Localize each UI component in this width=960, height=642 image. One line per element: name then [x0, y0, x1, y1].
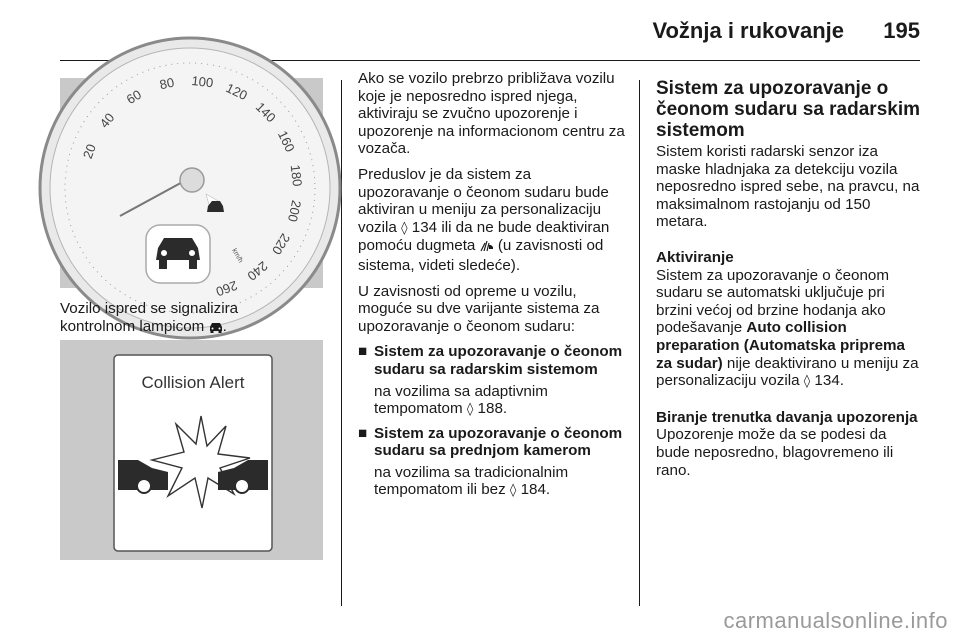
gauge-label: 220	[269, 230, 294, 258]
collision-alert-figure	[60, 340, 323, 560]
bullet-ref: 188.	[477, 400, 508, 418]
page-ref-icon: ◊	[803, 374, 811, 390]
caption-text: kontrolnom lampicom	[60, 317, 205, 335]
p2-ref: 134.	[814, 372, 844, 390]
p2-text-a: Sistem za upozoravanje o čeonom sudaru se automatski uključuje pri brzini većoj od brzine hodanja ako podešavanje	[656, 266, 890, 337]
right-paragraph-1: Sistem koristi radarski senzor iza maske hladnjaka za detekciju vozila neposredno ispred sebe, na pravcu, na maksimalnom rastojanju od 150 metara.	[656, 143, 920, 231]
right-paragraph-3: Upozorenje može da se podesi da bude neposredno, blagovremeno ili rano.	[656, 426, 894, 479]
list-item-text	[374, 383, 626, 419]
figure-caption	[60, 300, 330, 337]
list-item-title: Sistem za upozoravanje o čeonom sudaru sa prednjom kamerom	[374, 424, 623, 460]
speedometer-illustration	[60, 72, 323, 300]
gauge-unit-label: km/h	[230, 247, 244, 265]
collision-alert-button-icon	[480, 239, 494, 257]
speedometer-figure	[60, 72, 323, 300]
section-title: Vožnja i rukovanje	[652, 18, 844, 43]
caption-period: .	[222, 317, 227, 335]
column-divider-left	[341, 80, 342, 606]
bullet-text: na vozilima sa adaptivnim tempomatom	[374, 382, 548, 418]
middle-column	[358, 70, 626, 506]
right-column	[656, 78, 924, 487]
middle-paragraph-2	[358, 166, 626, 275]
gauge-label: 80	[158, 74, 176, 93]
p2-text-b: ili da ne bude deaktiviran pomoću dugmeta	[358, 218, 610, 255]
p2-text-b: nije deaktivirano u meniju za personalizaciju vozila	[656, 354, 919, 390]
page-ref-icon: ◊	[466, 402, 474, 418]
column-divider-right	[639, 80, 640, 606]
alert-title: Collision Alert	[141, 373, 245, 392]
page-number: 195	[883, 18, 920, 43]
list-item	[358, 343, 626, 418]
middle-paragraph-3: U zavisnosti od opreme u vozilu, moguće su dve varijante sistema za upozoravanje o čeonom sudaru:	[358, 282, 600, 335]
gauge-label: 200	[284, 198, 305, 224]
section-heading: Sistem za upozoravanje o čeonom sudaru sa radarskim sistemom	[656, 78, 920, 141]
list-item-title: Sistem za upozoravanje o čeonom sudaru sa radarskim sistemom	[374, 343, 623, 378]
caption-line1: Vozilo ispred se signalizira	[60, 300, 239, 317]
gauge-label: 100	[190, 72, 215, 91]
bullet-ref: 184.	[520, 481, 551, 499]
setting-name: Auto collision preparation (Automatska priprema za sudar)	[656, 319, 905, 372]
middle-paragraph-1: Ako se vozilo prebrzo približava vozilu koje je neposredno ispred njega, aktiviraju se zvučno upozorenje i upozorenje na informacionom centru za vozača.	[358, 70, 625, 158]
bullet-icon: ■	[358, 343, 368, 361]
gauge-label: 240	[244, 258, 271, 284]
p2-text-a: Preduslov je da sistem za upozoravanje o čeonom sudaru bude aktiviran u meniju za personalizaciju vozila	[358, 165, 609, 236]
gauge-label: 60	[123, 86, 144, 108]
gauge-label: 160	[274, 128, 298, 155]
caption-line2	[60, 318, 330, 338]
gauge-label: 180	[287, 163, 306, 188]
gauge-label: 260	[213, 277, 240, 300]
bullet-icon: ■	[358, 424, 368, 442]
car-warning-icon	[209, 320, 223, 338]
list-item-text	[374, 464, 626, 500]
watermark: carmanualsonline.info	[723, 608, 948, 633]
subheading-activation: Aktiviranje	[656, 248, 734, 266]
right-paragraph-2	[656, 267, 924, 391]
bullet-text: na vozilima sa tradicionalnim tempomatom ili bez	[374, 463, 569, 499]
subheading-timing: Biranje trenutka davanja upozorenja	[656, 408, 918, 426]
gauge-label: 40	[96, 110, 118, 131]
p2-text-c: (u zavisnosti od sistema, videti sledeće).	[358, 237, 604, 274]
collision-alert-illustration	[60, 340, 323, 560]
list-item	[358, 425, 626, 500]
gauge-label: 140	[252, 99, 279, 126]
page-ref-icon: ◊	[401, 220, 408, 236]
p2-ref: 134	[411, 218, 438, 236]
gauge-label: 120	[223, 80, 250, 104]
page-ref-icon: ◊	[509, 483, 517, 499]
gauge-label: 20	[79, 141, 99, 161]
